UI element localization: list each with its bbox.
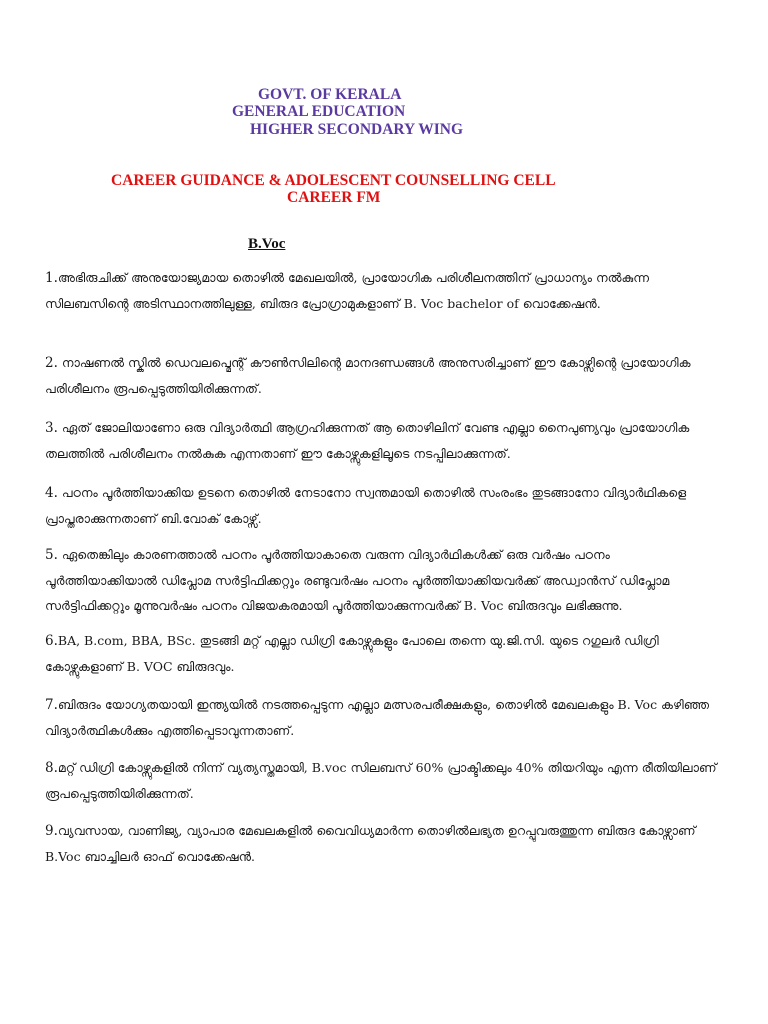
- paragraph-text: അഭിരുചിക്ക് അനുയോജ്യമായ തൊഴിൽ മേഖലയിൽ, പ്രായോഗിക പരിശീലനത്തിന് പ്രാധാന്യം നൽകുന്ന സിലബസിന്റെ അടിസ്ഥാനത്തിലുള്ള, ബിരുദ പ്രോഗ്രാമുകളാണ് B. Voc bachelor of വൊക്കേഷൻ.: [45, 270, 650, 311]
- paragraph-text: നാഷണൽ സ്കിൽ ഡെവലപ്മെന്റ് കൗൺസിലിന്റെ മാനദണ്ഡങ്ങൾ അനുസരിച്ചാണ് ഈ കോഴ്സിന്റെ പ്രായോഗിക പരിശീലനം രൂപപ്പെടുത്തിയിരിക്കുന്നത്.: [45, 355, 691, 396]
- paragraph-2: [45, 350, 725, 401]
- govt-title: GOVT. OF KERALA: [258, 86, 402, 103]
- paragraph-4: [45, 480, 725, 531]
- paragraph-6: [45, 628, 725, 679]
- paragraph-number: 9.: [45, 823, 58, 839]
- paragraph-text: ബിരുദം യോഗ്യതയായി ഇന്ത്യയിൽ നടത്തപ്പെടുന്ന എല്ലാ മത്സരപരീക്ഷകളും, തൊഴിൽ മേഖലകളും B. Voc കഴിഞ്ഞ വിദ്യാർത്ഥികൾക്കും എത്തിപ്പെടാവുന്നതാണ്.: [45, 697, 709, 738]
- section-heading: B.Voc: [248, 236, 286, 252]
- paragraph-text: BA, B.com, BBA, BSc. തുടങ്ങി മറ്റ് എല്ലാ ഡിഗ്രി കോഴ്സുകളും പോലെ തന്നെ യു.ജി.സി. യുടെ റഗുലർ ഡിഗ്രി കോഴ്സുകളാണ് B. VOC ബിരുദവും.: [45, 633, 659, 674]
- paragraph-text: ഏത് ജോലിയാണോ ഒരു വിദ്യാർത്ഥി ആഗ്രഹിക്കുന്നത് ആ തൊഴിലിന് വേണ്ട എല്ലാ നൈപുണ്യവും പ്രായോഗിക തലത്തിൽ പരിശീലനം നൽകുക എന്നതാണ് ഈ കോഴ്സുകളിലൂടെ നടപ്പിലാക്കുന്നത്.: [45, 420, 690, 461]
- paragraph-7: [45, 692, 725, 743]
- paragraph-text: വ്യവസായ, വാണിജ്യ, വ്യാപാര മേഖലകളിൽ വൈവിധ്യമാർന്ന തൊഴിൽലഭ്യത ഉറപ്പുവരുത്തുന്ന ബിരുദ കോഴ്സാണ് B.Voc ബാച്ചിലർ ഓഫ് വൊക്കേഷൻ.: [45, 823, 696, 864]
- paragraph-number: 2.: [45, 355, 58, 371]
- paragraph-number: 3.: [45, 420, 58, 436]
- cell-title: CAREER GUIDANCE & ADOLESCENT COUNSELLING CELL: [111, 172, 556, 189]
- paragraph-number: 8.: [45, 760, 58, 776]
- paragraph-text: ഏതെങ്കിലും കാരണത്താൽ പഠനം പൂർത്തിയാകാതെ വരുന്ന വിദ്യാർഥികൾക്ക് ഒരു വർഷം പഠനം പൂർത്തിയാക്കിയാൽ ഡിപ്ലോമ സർട്ടിഫിക്കറ്റും രണ്ടുവർഷം പഠനം പൂർത്തിയാക്കിയവർക്ക് അഡ്വാൻസ് ഡിപ്ലോമ സർട്ടിഫിക്കറ്റും മൂന്നുവർഷം പഠനം വിജയകരമായി പൂർത്തിയാക്കുന്നവർക്ക് B. Voc ബിരുദവും ലഭിക്കുന്നു.: [45, 547, 670, 613]
- paragraph-text: പഠനം പൂർത്തിയാക്കിയ ഉടനെ തൊഴിൽ നേടാനോ സ്വന്തമായി തൊഴിൽ സംരംഭം തുടങ്ങാനോ വിദ്യാർഥികളെ പ്രാപ്തരാക്കുന്നതാണ് ബി.വോക് കോഴ്സ്.: [45, 485, 687, 526]
- paragraph-8: [45, 755, 725, 806]
- paragraph-number: 1.: [45, 270, 58, 286]
- paragraph-number: 4.: [45, 485, 58, 501]
- paragraph-5: [45, 542, 725, 618]
- wing-title: HIGHER SECONDARY WING: [250, 121, 464, 138]
- paragraph-text: മറ്റ് ഡിഗ്രി കോഴ്സുകളിൽ നിന്ന് വ്യത്യസ്തമായി, B.voc സിലബസ് 60% പ്രാക്ടിക്കലും 40% തിയറിയും എന്ന രീതിയിലാണ് രൂപപ്പെടുത്തിയിരിക്കുന്നത്.: [45, 760, 717, 801]
- paragraph-1: [45, 265, 725, 316]
- cell-subtitle: CAREER FM: [287, 189, 381, 206]
- paragraph-number: 5.: [45, 547, 58, 563]
- paragraph-3: [45, 415, 725, 466]
- paragraph-9: [45, 818, 725, 869]
- department-title: GENERAL EDUCATION: [232, 103, 406, 120]
- paragraph-number: 7.: [45, 697, 58, 713]
- paragraph-number: 6.: [45, 633, 58, 649]
